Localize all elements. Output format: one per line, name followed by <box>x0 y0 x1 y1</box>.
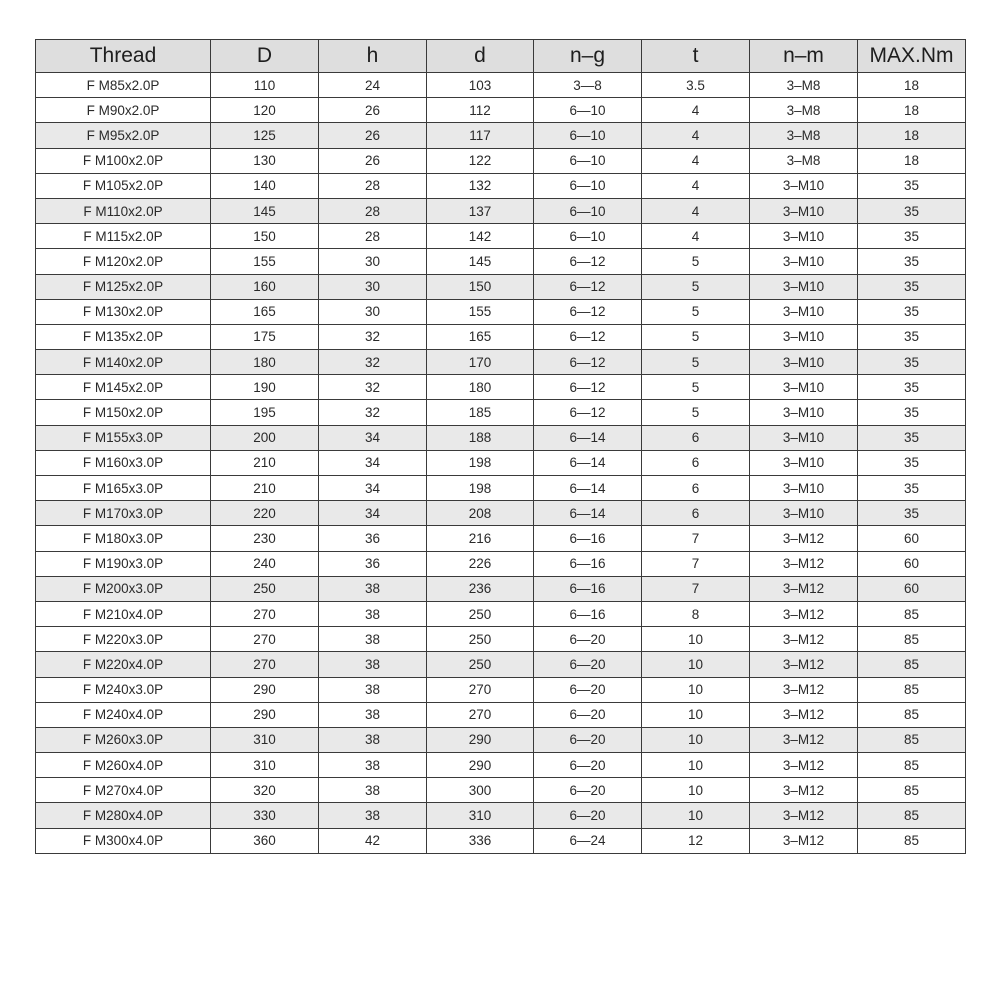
cell-thread: F M280x4.0P <box>36 803 211 828</box>
table-row <box>36 73 966 98</box>
table-row <box>36 753 966 778</box>
cell-n-g: 6—10 <box>534 224 642 249</box>
cell-t: 10 <box>642 803 750 828</box>
cell-h: 38 <box>319 803 427 828</box>
cell-n-m: 3–M12 <box>750 526 858 551</box>
cell-n-m: 3–M10 <box>750 198 858 223</box>
cell-d-outer: 190 <box>211 375 319 400</box>
table-row <box>36 803 966 828</box>
table-row <box>36 778 966 803</box>
cell-d-outer: 270 <box>211 627 319 652</box>
cell-thread: F M260x3.0P <box>36 727 211 752</box>
cell-thread: F M220x3.0P <box>36 627 211 652</box>
cell-d-inner: 188 <box>427 425 534 450</box>
cell-n-g: 6—12 <box>534 299 642 324</box>
cell-t: 5 <box>642 249 750 274</box>
cell-thread: F M240x3.0P <box>36 677 211 702</box>
cell-n-m: 3–M10 <box>750 274 858 299</box>
cell-h: 38 <box>319 627 427 652</box>
column-header-d-outer: D <box>211 40 319 73</box>
table-row <box>36 249 966 274</box>
cell-thread: F M140x2.0P <box>36 350 211 375</box>
cell-n-g: 6—16 <box>534 576 642 601</box>
cell-n-g: 6—10 <box>534 123 642 148</box>
cell-d-inner: 155 <box>427 299 534 324</box>
cell-n-g: 6—12 <box>534 324 642 349</box>
table-row <box>36 224 966 249</box>
cell-h: 32 <box>319 350 427 375</box>
cell-thread: F M260x4.0P <box>36 753 211 778</box>
cell-max-nm: 85 <box>858 677 966 702</box>
cell-t: 10 <box>642 677 750 702</box>
cell-n-m: 3–M12 <box>750 601 858 626</box>
cell-h: 36 <box>319 551 427 576</box>
cell-thread: F M300x4.0P <box>36 828 211 853</box>
cell-n-m: 3–M10 <box>750 375 858 400</box>
cell-t: 6 <box>642 501 750 526</box>
cell-max-nm: 35 <box>858 375 966 400</box>
table-row <box>36 173 966 198</box>
cell-h: 32 <box>319 400 427 425</box>
cell-d-outer: 290 <box>211 677 319 702</box>
spec-table <box>35 39 966 854</box>
cell-n-g: 6—12 <box>534 350 642 375</box>
table-row <box>36 828 966 853</box>
cell-t: 5 <box>642 324 750 349</box>
cell-h: 34 <box>319 501 427 526</box>
cell-h: 26 <box>319 123 427 148</box>
table-body <box>36 73 966 854</box>
cell-d-outer: 200 <box>211 425 319 450</box>
cell-h: 28 <box>319 173 427 198</box>
cell-d-outer: 320 <box>211 778 319 803</box>
cell-n-g: 6—12 <box>534 249 642 274</box>
column-header-n-m: n–m <box>750 40 858 73</box>
cell-max-nm: 18 <box>858 73 966 98</box>
cell-thread: F M95x2.0P <box>36 123 211 148</box>
cell-h: 38 <box>319 652 427 677</box>
cell-t: 7 <box>642 576 750 601</box>
cell-thread: F M200x3.0P <box>36 576 211 601</box>
cell-t: 10 <box>642 702 750 727</box>
cell-n-g: 6—10 <box>534 98 642 123</box>
cell-max-nm: 35 <box>858 173 966 198</box>
cell-h: 38 <box>319 576 427 601</box>
cell-thread: F M165x3.0P <box>36 476 211 501</box>
cell-d-outer: 175 <box>211 324 319 349</box>
cell-n-g: 3—8 <box>534 73 642 98</box>
cell-d-inner: 336 <box>427 828 534 853</box>
cell-n-m: 3–M12 <box>750 727 858 752</box>
cell-n-m: 3–M8 <box>750 73 858 98</box>
table-row <box>36 627 966 652</box>
cell-n-m: 3–M10 <box>750 324 858 349</box>
cell-max-nm: 85 <box>858 753 966 778</box>
cell-d-outer: 270 <box>211 652 319 677</box>
cell-n-m: 3–M10 <box>750 476 858 501</box>
column-header-d-inner: d <box>427 40 534 73</box>
table-header <box>36 40 966 73</box>
cell-max-nm: 35 <box>858 400 966 425</box>
table-row <box>36 274 966 299</box>
cell-max-nm: 85 <box>858 702 966 727</box>
cell-d-outer: 250 <box>211 576 319 601</box>
cell-n-m: 3–M12 <box>750 803 858 828</box>
cell-d-outer: 125 <box>211 123 319 148</box>
cell-t: 10 <box>642 753 750 778</box>
cell-n-g: 6—20 <box>534 702 642 727</box>
cell-d-inner: 236 <box>427 576 534 601</box>
cell-t: 12 <box>642 828 750 853</box>
cell-h: 28 <box>319 224 427 249</box>
cell-n-g: 6—14 <box>534 450 642 475</box>
cell-n-m: 3–M12 <box>750 828 858 853</box>
cell-d-inner: 198 <box>427 450 534 475</box>
cell-n-g: 6—16 <box>534 601 642 626</box>
cell-d-inner: 185 <box>427 400 534 425</box>
cell-d-outer: 195 <box>211 400 319 425</box>
column-header-t: t <box>642 40 750 73</box>
cell-h: 26 <box>319 98 427 123</box>
cell-d-outer: 110 <box>211 73 319 98</box>
table-row <box>36 476 966 501</box>
cell-h: 34 <box>319 425 427 450</box>
cell-d-inner: 198 <box>427 476 534 501</box>
cell-d-inner: 208 <box>427 501 534 526</box>
cell-d-outer: 230 <box>211 526 319 551</box>
cell-t: 6 <box>642 450 750 475</box>
cell-n-m: 3–M12 <box>750 576 858 601</box>
cell-d-inner: 103 <box>427 73 534 98</box>
cell-t: 4 <box>642 224 750 249</box>
cell-thread: F M100x2.0P <box>36 148 211 173</box>
cell-n-m: 3–M12 <box>750 627 858 652</box>
column-header-n-g: n–g <box>534 40 642 73</box>
cell-thread: F M270x4.0P <box>36 778 211 803</box>
cell-d-inner: 270 <box>427 702 534 727</box>
cell-max-nm: 35 <box>858 274 966 299</box>
table-row <box>36 551 966 576</box>
cell-n-m: 3–M10 <box>750 299 858 324</box>
column-header-max-nm: MAX.Nm <box>858 40 966 73</box>
cell-n-g: 6—14 <box>534 501 642 526</box>
cell-thread: F M240x4.0P <box>36 702 211 727</box>
cell-d-inner: 290 <box>427 753 534 778</box>
cell-max-nm: 85 <box>858 727 966 752</box>
header-row <box>36 40 966 73</box>
cell-n-g: 6—10 <box>534 148 642 173</box>
cell-h: 24 <box>319 73 427 98</box>
cell-n-g: 6—20 <box>534 627 642 652</box>
cell-h: 30 <box>319 299 427 324</box>
table-row <box>36 450 966 475</box>
cell-n-m: 3–M10 <box>750 400 858 425</box>
cell-d-outer: 310 <box>211 753 319 778</box>
cell-d-outer: 360 <box>211 828 319 853</box>
cell-max-nm: 35 <box>858 350 966 375</box>
cell-thread: F M155x3.0P <box>36 425 211 450</box>
cell-d-inner: 226 <box>427 551 534 576</box>
cell-h: 38 <box>319 677 427 702</box>
cell-h: 32 <box>319 324 427 349</box>
cell-n-g: 6—20 <box>534 677 642 702</box>
cell-h: 26 <box>319 148 427 173</box>
cell-h: 30 <box>319 249 427 274</box>
cell-h: 38 <box>319 778 427 803</box>
cell-d-outer: 310 <box>211 727 319 752</box>
cell-max-nm: 35 <box>858 224 966 249</box>
cell-n-g: 6—12 <box>534 274 642 299</box>
cell-thread: F M120x2.0P <box>36 249 211 274</box>
cell-t: 6 <box>642 425 750 450</box>
cell-d-inner: 180 <box>427 375 534 400</box>
table-row <box>36 299 966 324</box>
cell-n-g: 6—20 <box>534 652 642 677</box>
table-row <box>36 677 966 702</box>
cell-t: 5 <box>642 299 750 324</box>
cell-t: 4 <box>642 148 750 173</box>
cell-d-inner: 112 <box>427 98 534 123</box>
cell-h: 32 <box>319 375 427 400</box>
cell-t: 4 <box>642 123 750 148</box>
cell-d-outer: 270 <box>211 601 319 626</box>
cell-h: 38 <box>319 702 427 727</box>
cell-n-g: 6—10 <box>534 198 642 223</box>
cell-t: 3.5 <box>642 73 750 98</box>
cell-thread: F M125x2.0P <box>36 274 211 299</box>
cell-n-m: 3–M10 <box>750 350 858 375</box>
cell-thread: F M90x2.0P <box>36 98 211 123</box>
cell-d-outer: 220 <box>211 501 319 526</box>
cell-h: 34 <box>319 450 427 475</box>
cell-n-m: 3–M12 <box>750 753 858 778</box>
cell-max-nm: 60 <box>858 576 966 601</box>
column-header-h: h <box>319 40 427 73</box>
cell-t: 4 <box>642 98 750 123</box>
cell-n-g: 6—16 <box>534 526 642 551</box>
cell-n-m: 3–M10 <box>750 425 858 450</box>
cell-d-outer: 130 <box>211 148 319 173</box>
cell-d-outer: 180 <box>211 350 319 375</box>
cell-d-outer: 140 <box>211 173 319 198</box>
cell-d-inner: 150 <box>427 274 534 299</box>
cell-d-inner: 270 <box>427 677 534 702</box>
cell-t: 5 <box>642 400 750 425</box>
cell-thread: F M180x3.0P <box>36 526 211 551</box>
cell-max-nm: 35 <box>858 249 966 274</box>
cell-d-outer: 155 <box>211 249 319 274</box>
cell-t: 4 <box>642 173 750 198</box>
cell-max-nm: 35 <box>858 299 966 324</box>
table-row <box>36 148 966 173</box>
cell-d-inner: 216 <box>427 526 534 551</box>
table-row <box>36 98 966 123</box>
cell-max-nm: 18 <box>858 148 966 173</box>
cell-thread: F M85x2.0P <box>36 73 211 98</box>
cell-d-outer: 165 <box>211 299 319 324</box>
cell-max-nm: 35 <box>858 198 966 223</box>
cell-n-g: 6—12 <box>534 375 642 400</box>
table-row <box>36 727 966 752</box>
cell-n-m: 3–M12 <box>750 677 858 702</box>
cell-n-g: 6—10 <box>534 173 642 198</box>
cell-d-inner: 290 <box>427 727 534 752</box>
cell-max-nm: 85 <box>858 601 966 626</box>
cell-n-m: 3–M8 <box>750 98 858 123</box>
cell-d-inner: 165 <box>427 324 534 349</box>
cell-t: 7 <box>642 551 750 576</box>
cell-thread: F M170x3.0P <box>36 501 211 526</box>
cell-thread: F M130x2.0P <box>36 299 211 324</box>
cell-t: 6 <box>642 476 750 501</box>
cell-n-m: 3–M8 <box>750 123 858 148</box>
cell-n-g: 6—12 <box>534 400 642 425</box>
cell-max-nm: 35 <box>858 501 966 526</box>
cell-h: 38 <box>319 753 427 778</box>
column-header-thread: Thread <box>36 40 211 73</box>
cell-d-inner: 250 <box>427 627 534 652</box>
cell-max-nm: 35 <box>858 324 966 349</box>
cell-n-m: 3–M10 <box>750 249 858 274</box>
cell-thread: F M190x3.0P <box>36 551 211 576</box>
cell-h: 38 <box>319 601 427 626</box>
cell-thread: F M220x4.0P <box>36 652 211 677</box>
cell-h: 36 <box>319 526 427 551</box>
cell-max-nm: 18 <box>858 98 966 123</box>
cell-max-nm: 85 <box>858 828 966 853</box>
cell-t: 10 <box>642 778 750 803</box>
table-row <box>36 198 966 223</box>
cell-h: 28 <box>319 198 427 223</box>
table-row <box>36 652 966 677</box>
cell-n-m: 3–M12 <box>750 702 858 727</box>
cell-max-nm: 85 <box>858 627 966 652</box>
cell-thread: F M115x2.0P <box>36 224 211 249</box>
cell-n-m: 3–M12 <box>750 652 858 677</box>
cell-t: 10 <box>642 727 750 752</box>
cell-max-nm: 85 <box>858 778 966 803</box>
cell-n-g: 6—20 <box>534 753 642 778</box>
cell-thread: F M210x4.0P <box>36 601 211 626</box>
cell-n-m: 3–M10 <box>750 173 858 198</box>
cell-thread: F M160x3.0P <box>36 450 211 475</box>
cell-d-inner: 142 <box>427 224 534 249</box>
cell-n-g: 6—20 <box>534 727 642 752</box>
cell-n-g: 6—20 <box>534 803 642 828</box>
cell-d-outer: 210 <box>211 476 319 501</box>
cell-n-m: 3–M12 <box>750 551 858 576</box>
table-row <box>36 123 966 148</box>
cell-d-inner: 310 <box>427 803 534 828</box>
cell-d-inner: 250 <box>427 601 534 626</box>
cell-d-inner: 117 <box>427 123 534 148</box>
cell-thread: F M135x2.0P <box>36 324 211 349</box>
cell-thread: F M110x2.0P <box>36 198 211 223</box>
cell-d-inner: 137 <box>427 198 534 223</box>
cell-h: 42 <box>319 828 427 853</box>
cell-n-m: 3–M8 <box>750 148 858 173</box>
cell-n-g: 6—14 <box>534 425 642 450</box>
cell-d-inner: 250 <box>427 652 534 677</box>
cell-d-outer: 160 <box>211 274 319 299</box>
cell-max-nm: 60 <box>858 526 966 551</box>
cell-d-outer: 150 <box>211 224 319 249</box>
table-row <box>36 400 966 425</box>
table-row <box>36 501 966 526</box>
cell-d-outer: 210 <box>211 450 319 475</box>
table-row <box>36 601 966 626</box>
cell-thread: F M105x2.0P <box>36 173 211 198</box>
cell-n-g: 6—16 <box>534 551 642 576</box>
cell-max-nm: 60 <box>858 551 966 576</box>
cell-thread: F M145x2.0P <box>36 375 211 400</box>
table-row <box>36 425 966 450</box>
cell-d-outer: 240 <box>211 551 319 576</box>
cell-h: 34 <box>319 476 427 501</box>
cell-max-nm: 85 <box>858 803 966 828</box>
cell-d-inner: 145 <box>427 249 534 274</box>
cell-n-g: 6—24 <box>534 828 642 853</box>
cell-max-nm: 85 <box>858 652 966 677</box>
cell-t: 7 <box>642 526 750 551</box>
cell-d-outer: 330 <box>211 803 319 828</box>
table-row <box>36 350 966 375</box>
cell-h: 30 <box>319 274 427 299</box>
cell-d-inner: 132 <box>427 173 534 198</box>
cell-max-nm: 18 <box>858 123 966 148</box>
cell-t: 4 <box>642 198 750 223</box>
cell-n-m: 3–M10 <box>750 450 858 475</box>
cell-t: 5 <box>642 375 750 400</box>
cell-d-inner: 300 <box>427 778 534 803</box>
cell-t: 10 <box>642 652 750 677</box>
cell-max-nm: 35 <box>858 476 966 501</box>
cell-t: 10 <box>642 627 750 652</box>
cell-thread: F M150x2.0P <box>36 400 211 425</box>
cell-n-m: 3–M12 <box>750 778 858 803</box>
table-row <box>36 526 966 551</box>
table-row <box>36 375 966 400</box>
cell-d-inner: 122 <box>427 148 534 173</box>
cell-d-outer: 145 <box>211 198 319 223</box>
table-row <box>36 702 966 727</box>
cell-max-nm: 35 <box>858 425 966 450</box>
cell-d-outer: 120 <box>211 98 319 123</box>
table-row <box>36 324 966 349</box>
cell-t: 5 <box>642 350 750 375</box>
cell-n-g: 6—14 <box>534 476 642 501</box>
cell-max-nm: 35 <box>858 450 966 475</box>
cell-t: 5 <box>642 274 750 299</box>
cell-n-m: 3–M10 <box>750 501 858 526</box>
cell-t: 8 <box>642 601 750 626</box>
cell-n-g: 6—20 <box>534 778 642 803</box>
cell-n-m: 3–M10 <box>750 224 858 249</box>
cell-d-outer: 290 <box>211 702 319 727</box>
cell-d-inner: 170 <box>427 350 534 375</box>
table-row <box>36 576 966 601</box>
cell-h: 38 <box>319 727 427 752</box>
